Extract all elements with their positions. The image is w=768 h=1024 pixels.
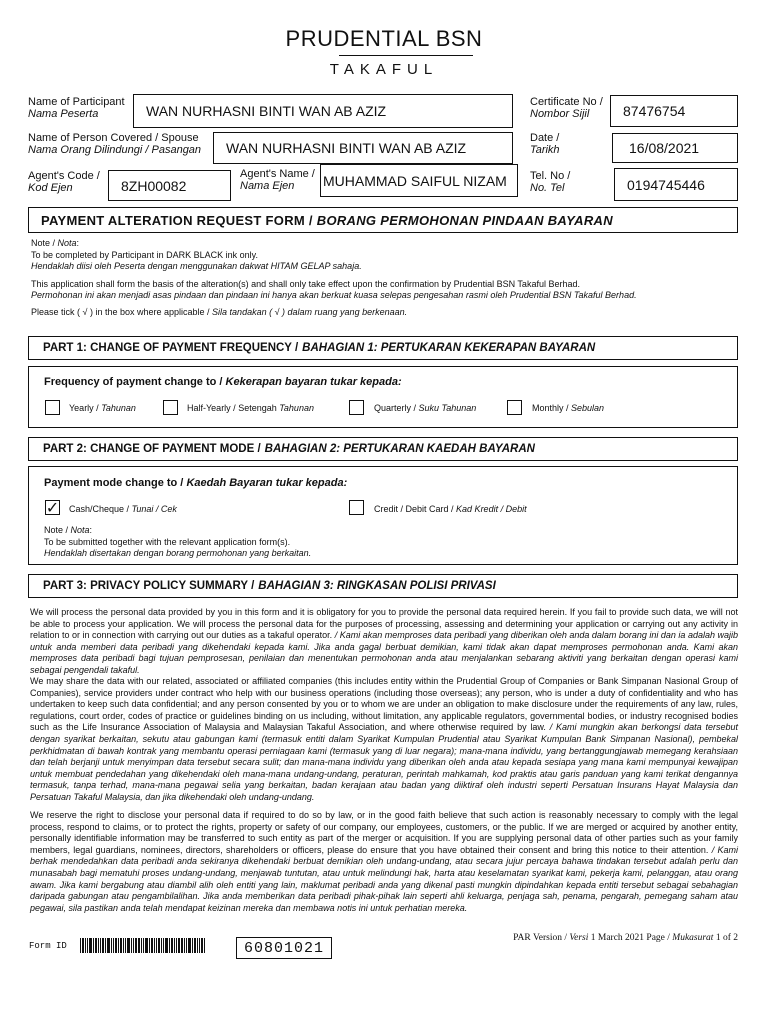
barcode-bar (149, 938, 150, 953)
brand-divider (339, 55, 473, 56)
barcode-bar (154, 938, 155, 953)
barcode-bar (115, 938, 117, 953)
notes-tick: Please tick ( √ ) in the box where applicable / Sila tandakan ( √ ) dalam ruang yang berkenaan. (31, 306, 408, 317)
barcode-bar (158, 938, 160, 953)
privacy-paragraph-2: We may share the data with our related, associated or affiliated companies (this includes entity within the Prudential Group of Companies or Bank Simpanan Nasional Group of Companies), service providers under contract who help with our business operations (including those overseas); any person, who is under a duty of confidentiality and who has undertaken to keep such data confidential; and any person consented by you or to whom we are under an obligation to make disclosure under the requirements of any law, rules, regulations, court order, codes of practice or guidelines binding on us including, without limitation, any applicable regulators, governmental bodies, or industry recognised bodies such as the Life Insurance Association of Malaysia and Malaysian Takaful Association, and where otherwise required by law. / Kami mungkin akan berkongsi data tersebut dengan syarikat berkaitan, sekutu atau gabungan kami (termasuk entiti dalam Syarikat Kumpulan Prudential atau Syarikat Kumpulan Bank Simpanan Nasional), pembekal perkhidmatan di bawah kontrak yang membantu operasi perniagaan kami (termasuk yang di luar negara); mana-mana individu, yang bertanggungjawab memegang kerahsiaan dan telah berjanji untuk menyimpan data tersebut secara sulit; dan mana-mana individu yang diberikan oleh anda atau kepada sesiapa yang mana kami mempunyai kewajipan untuk membuat pendedahan yang dikehendaki oleh mana-mana undang-undang, peraturan, perintah mahkamah, kod praktis atau garis panduan yang kami terikat dengannya termasuk, tanpa terhad, mana-mana pegawai selia yang berkaitan, badan kerajaan atau badan yang diiktiraf oleh industri seperti Persatuan Insurans Hayat Malaysia dan Persatuan Takaful Malaysia, dan jika dikehendaki oleh undang-undang. (30, 676, 738, 802)
barcode-bar (145, 938, 148, 953)
barcode-bar (89, 938, 92, 953)
barcode-bar (197, 938, 198, 953)
barcode-bar (161, 938, 162, 953)
brand-title: PRUDENTIAL BSN (285, 26, 483, 51)
notes-heading: Note / Nota: (31, 238, 80, 248)
barcode-bar (80, 938, 81, 953)
barcode-bar (107, 938, 110, 953)
barcode-bar (143, 938, 144, 953)
notes-ink-my: Hendaklah diisi oleh Peserta dengan menggunakan dakwat HITAM GELAP sahaja. (31, 261, 362, 271)
part2-note-heading: Note / Nota: (44, 525, 93, 535)
barcode-bar (151, 938, 153, 953)
barcode-bar (105, 938, 106, 953)
barcode-bar (141, 938, 142, 953)
barcode-bar (113, 938, 114, 953)
barcode-bar (133, 938, 134, 953)
notes-block (31, 238, 731, 318)
monthly-checkbox[interactable] (507, 400, 522, 415)
barcode-bar (201, 938, 203, 953)
half-yearly-label: Half-Yearly / Setengah Tahunan (187, 403, 314, 413)
privacy-paragraph-3: We reserve the right to disclose your personal data if required to do so by law, or in the good faith believe that such action is reasonably necessary to comply with the legal process, respond to claims, or to protect the rights, property or safety of our company, our employees, customers, or the public. If we are merged or acquired by another entity, personally identifiable information may be transferred to such entity as part of the merger or acquisition. If you are supplying personal data of other parties such as your family members, legal guardians, nominees, directors, shareholders or officers, please do ensure that you have obtained their consent and bring this notice to their attention. / Kami berhak mendedahkan data peribadi anda sekiranya dikehendaki berbuat demikian oleh undang-undang, atau secara jujur percaya bahawa tindakan tersebut adalah perlu dan munasabah bagi mematuhi proses undang-undang, menjawab tuntutan, atau untuk melindungi hak, harta atau keselamatan syarikat kami, pekerja kami, pelanggan, atau orang awam. Jika kami bergabung atau diambil alih oleh entiti yang lain, maklumat peribadi anda yang dikenal pasti mungkin dipindahkan kepada entiti tersebut sebagai sebahagian daripada gabungan atau pengambilalihan. Jika anda memberikan data peribadi pihak-pihak lain seperti ahli keluarga, penjaga sah, penama, pengarah, pemegang saham atau pegawai, sila pastikan anda telah mendapat keizinan mereka dan membawa notis ini untuk perhatian mereka. (30, 810, 738, 913)
barcode-bar (169, 938, 170, 953)
notes-ink-en: To be completed by Participant in DARK BLACK ink only. (31, 249, 258, 260)
barcode-bar (118, 938, 119, 953)
cash-cheque-label: Cash/Cheque / Tunai / Cek (69, 504, 177, 514)
certificate-label: Certificate No / Nombor Sijil (530, 96, 603, 120)
barcode-bar (125, 938, 126, 953)
part2-note-en: To be submitted together with the relevant application form(s). (44, 536, 291, 547)
agent-name-field[interactable]: MUHAMMAD SAIFUL NIZAM (320, 164, 518, 197)
barcode-bar (111, 938, 112, 953)
date-label: Date / Tarikh (530, 132, 560, 156)
covered-label: Name of Person Covered / Spouse Nama Orang Dilindungi / Pasangan (28, 132, 202, 156)
monthly-label: Monthly / Sebulan (532, 403, 605, 413)
participant-label: Name of Participant Nama Peserta (28, 96, 125, 120)
barcode-bar (181, 938, 183, 953)
barcode-bar (138, 938, 140, 953)
yearly-checkbox[interactable] (45, 400, 60, 415)
barcode-bar (85, 938, 86, 953)
part2-note (44, 525, 311, 560)
part2-heading: PART 2: CHANGE OF PAYMENT MODE / BAHAGIAN 2: PERTUKARAN KAEDAH BAYARAN (28, 437, 738, 461)
notes-basis-my: Permohonan ini akan menjadi asas pindaan dan pindaan ini hanya akan berkuat kuasa selepas pengesahan rasmi oleh Prudential BSN Takaful Berhad. (31, 290, 637, 300)
covered-field[interactable]: WAN NURHASNI BINTI WAN AB AZIZ (213, 132, 513, 164)
form-id-value: 60801021 (236, 937, 332, 959)
form-title: PAYMENT ALTERATION REQUEST FORM / BORANG PERMOHONAN PINDAAN BAYARAN (41, 212, 613, 228)
yearly-label: Yearly / Tahunan (69, 403, 136, 413)
barcode-bar (82, 938, 84, 953)
credit-debit-checkbox[interactable] (349, 500, 364, 515)
date-field[interactable]: 16/08/2021 (612, 133, 738, 163)
part1-heading: PART 1: CHANGE OF PAYMENT FREQUENCY / BAHAGIAN 1: PERTUKARAN KEKERAPAN BAYARAN (28, 336, 738, 360)
part3-heading: PART 3: PRIVACY POLICY SUMMARY / BAHAGIAN 3: RINGKASAN POLISI PRIVASI (28, 574, 738, 598)
form-title-box (28, 207, 738, 233)
part2-note-my: Hendaklah disertakan dengan borang permohonan yang berkaitan. (44, 548, 312, 558)
barcode-bar (184, 938, 185, 953)
barcode-bar (192, 938, 193, 953)
version-info: PAR Version / Versi 1 March 2021 Page / Mukasurat 1 of 2 (513, 933, 738, 943)
agent-code-field[interactable]: 8ZH00082 (108, 170, 231, 201)
agent-name-label: Agent's Name / Nama Ejen (240, 168, 315, 192)
participant-field[interactable]: WAN NURHASNI BINTI WAN AB AZIZ (133, 94, 513, 128)
privacy-paragraph-1: We will process the personal data provided by you in this form and it is obligatory for you to provide the personal data required herein. If you fail to provide such data, we will not be able to process your application. We will process the personal data for the purposes of processing, assessing and determining your application or carrying out any activity in relation to or in connection with carrying out our duties as a takaful operator. / Kami akan memproses data peribadi yang diberikan oleh anda dalam borang ini dan ia adalah wajib untuk anda memberi data peribadi yang dikehendaki kepada kami. Jika anda gagal berbuat demikian, kami tidak akan dapat memproses permohonan anda. Kami akan memproses data peribadi bagi tujuan pemprosesan, penilaian dan menentukan permohonan anda atau menjalankan sebarang aktiviti yang berkaitan dengan operasi kami sebagai pengendali takaful. (30, 607, 738, 675)
barcode-bar (127, 938, 130, 953)
barcode-bar (123, 938, 124, 953)
barcode-bar (204, 938, 205, 953)
barcode-bar (100, 938, 101, 953)
barcode-bar (199, 938, 200, 953)
barcode-bar (176, 938, 177, 953)
tel-label: Tel. No / No. Tel (530, 170, 571, 194)
barcode-bar (98, 938, 99, 953)
barcode-bar (120, 938, 122, 953)
part2-question: Payment mode change to / Kaedah Bayaran tukar kepada: (44, 477, 348, 489)
barcode-bar (93, 938, 94, 953)
brand-subtitle: TAKAFUL (329, 61, 439, 78)
barcode-bar (95, 938, 97, 953)
barcode-bar (186, 938, 187, 953)
barcode-bar (102, 938, 104, 953)
barcode-image (80, 938, 206, 953)
barcode-bar (131, 938, 132, 953)
quarterly-label: Quarterly / Suku Tahunan (374, 403, 477, 413)
barcode-bar (178, 938, 180, 953)
quarterly-checkbox[interactable] (349, 400, 364, 415)
half-yearly-checkbox[interactable] (163, 400, 178, 415)
barcode-bar (174, 938, 175, 953)
barcode-bar (194, 938, 196, 953)
barcode-bar (156, 938, 157, 953)
form-id-label: Form ID (29, 941, 67, 951)
check-mark-icon: ✓ (45, 498, 60, 517)
barcode-bar (135, 938, 137, 953)
barcode-bar (163, 938, 164, 953)
certificate-field[interactable]: 87476754 (610, 95, 738, 127)
agent-code-label: Agent's Code / Kod Ejen (28, 170, 100, 194)
barcode-bar (165, 938, 168, 953)
barcode-bar (188, 938, 191, 953)
barcode-bar (87, 938, 88, 953)
credit-debit-label: Credit / Debit Card / Kad Kredit / Debit (374, 504, 527, 514)
cash-cheque-checkbox[interactable] (45, 500, 60, 515)
tel-field[interactable]: 0194745446 (614, 168, 738, 201)
notes-basis-en: This application shall form the basis of the alteration(s) and shall only take effect upon the confirmation by Prudential BSN Takaful Berhad. (31, 278, 580, 289)
part1-question: Frequency of payment change to / Kekerapan bayaran tukar kepada: (44, 376, 402, 388)
barcode-bar (171, 938, 173, 953)
